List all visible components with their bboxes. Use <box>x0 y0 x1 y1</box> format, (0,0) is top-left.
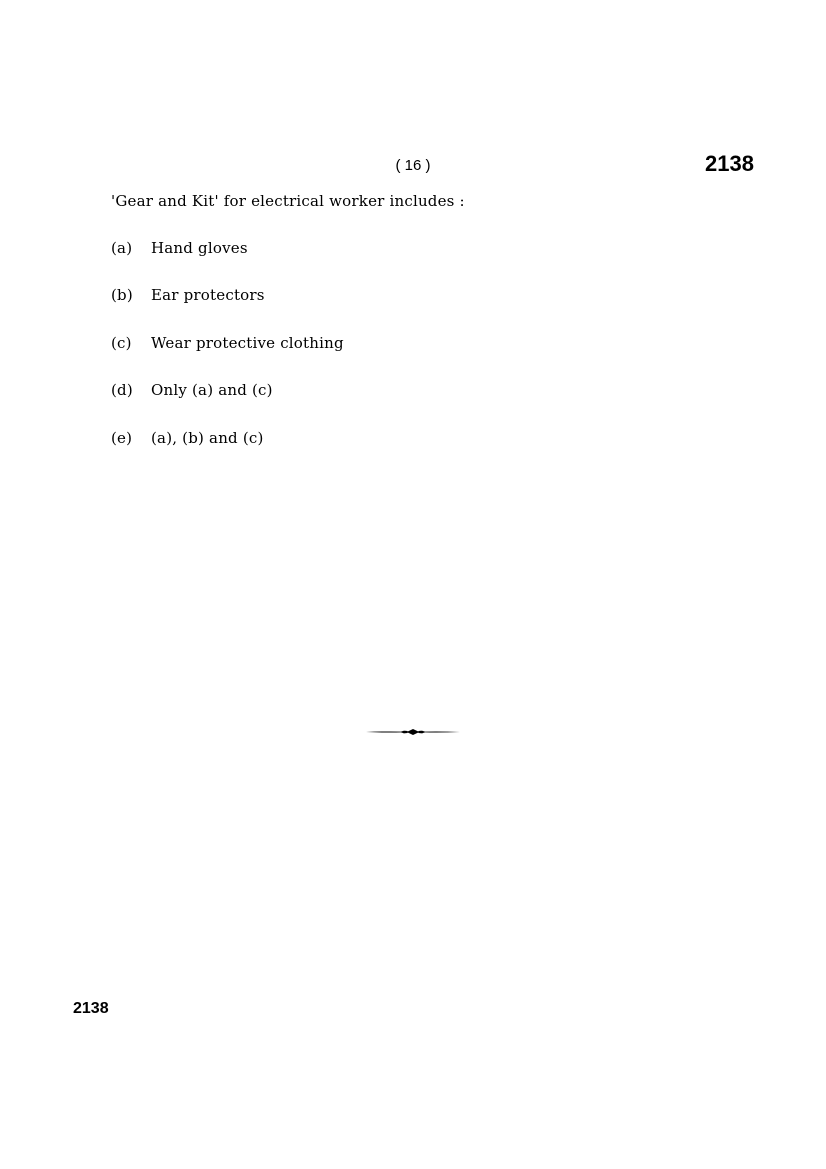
option-b <box>111 286 344 333</box>
paper-code-header: 2138 <box>705 151 754 176</box>
option-text: Hand gloves <box>151 239 248 257</box>
option-text: Ear protectors <box>151 286 265 305</box>
paper-code-footer: 2138 <box>73 1000 109 1017</box>
option-c <box>111 334 344 381</box>
option-text: Wear protective clothing <box>151 333 344 352</box>
option-d <box>111 381 344 428</box>
option-text: Only (a) and (c) <box>151 381 273 400</box>
option-label: (d) <box>111 381 133 400</box>
option-label: (b) <box>111 286 133 305</box>
option-list <box>111 239 344 476</box>
option-label: (c) <box>111 333 132 352</box>
option-text: (a), (b) and (c) <box>151 428 264 447</box>
end-of-page-ornament-icon <box>365 724 461 740</box>
option-label: (a) <box>111 239 133 257</box>
page-number: ( 16 ) <box>395 157 431 174</box>
question-text: 'Gear and Kit' for electrical worker includes : <box>111 192 465 210</box>
option-e <box>111 429 344 476</box>
option-a <box>111 239 344 286</box>
option-label: (e) <box>111 428 133 447</box>
